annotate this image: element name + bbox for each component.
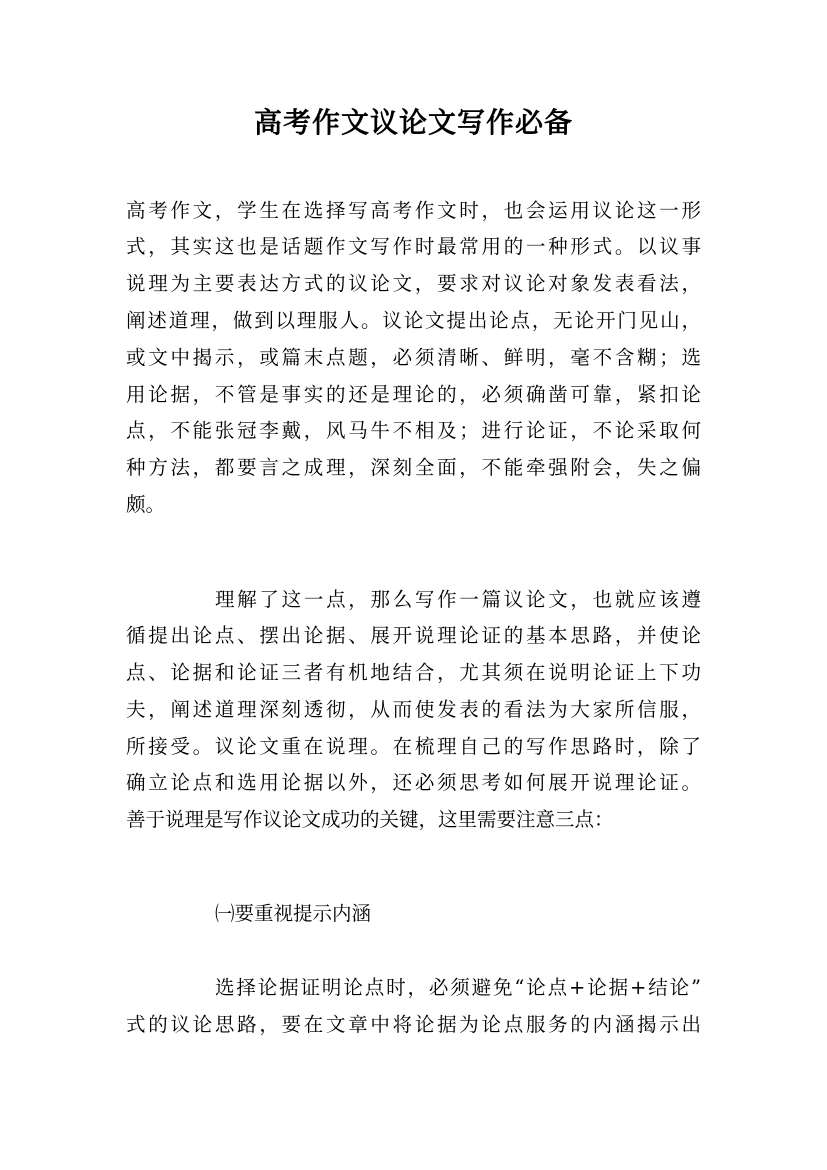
paragraph-line: 点、论据和论证三者有机地结合，尤其须在说明论证上下功: [126, 661, 701, 684]
paragraph-line: 阐述道理，做到以理服人。议论文提出论点，无论开门见山，: [126, 309, 701, 332]
paragraph-line: 确立论点和选用论据以外，还必须思考如何展开说理论证。: [126, 771, 701, 794]
paragraph-line: 种方法，都要言之成理，深刻全面，不能牵强附会，失之偏: [126, 456, 701, 479]
paragraph-line: 颇。: [126, 493, 166, 516]
document-title: 高考作文议论文写作必备: [253, 106, 573, 139]
paragraph-line: 选择论据证明论点时，必须避免“论点+论据+结论”: [215, 976, 701, 999]
paragraph-line: 式的议论思路，要在文章中将论据为论点服务的内涵揭示出: [126, 1013, 701, 1036]
paragraph-line: 理解了这一点，那么写作一篇议论文，也就应该遵: [215, 588, 701, 611]
paragraph-line: 善于说理是写作议论文成功的关键，这里需要注意三点：: [126, 808, 614, 831]
paragraph-line: 用论据，不管是事实的还是理论的，必须确凿可靠，紧扣论: [126, 383, 701, 406]
paragraph-line: 夫，阐述道理深刻透彻，从而使发表的看法为大家所信服，: [126, 698, 701, 721]
paragraph-line: 式，其实这也是话题作文写作时最常用的一种形式。以议事: [126, 235, 701, 258]
paragraph-line: 点，不能张冠李戴，风马牛不相及；进行论证，不论采取何: [126, 419, 701, 442]
paragraph-line: 循提出论点、摆出论据、展开说理论证的基本思路，并使论: [126, 624, 701, 647]
paragraph-line: 说理为主要表达方式的议论文，要求对议论对象发表看法，: [126, 272, 701, 295]
section-heading: ㈠要重视提示内涵: [215, 902, 372, 925]
paragraph-line: 所接受。议论文重在说理。在梳理自己的写作思路时，除了: [126, 735, 701, 758]
paragraph-line: 或文中揭示，或篇末点题，必须清晰、鲜明，毫不含糊；选: [126, 346, 701, 369]
paragraph-line: 高考作文，学生在选择写高考作文时，也会运用议论这一形: [126, 199, 701, 222]
